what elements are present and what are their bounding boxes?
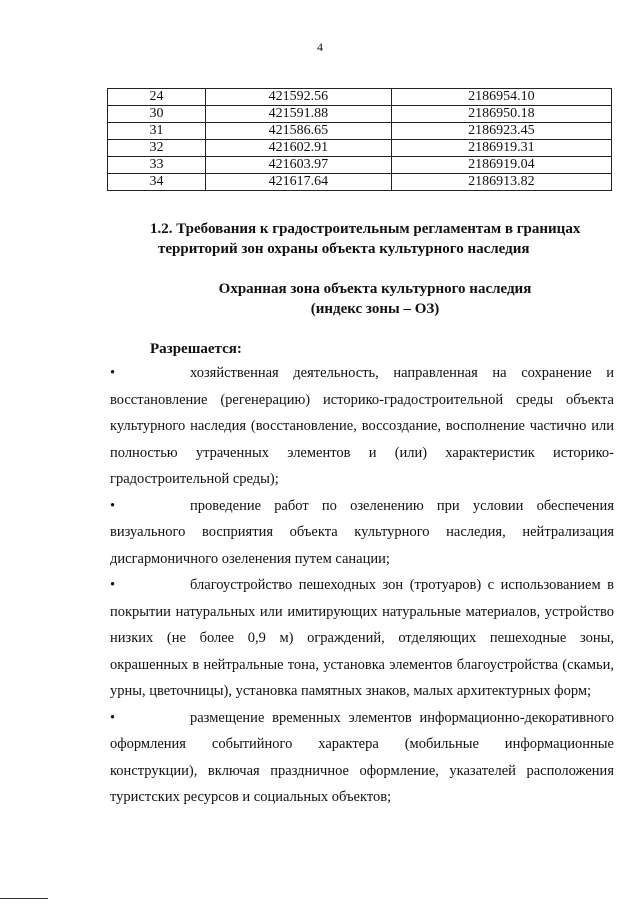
y-coordinate-cell: 2186919.04: [391, 157, 611, 174]
list-item-text: размещение временных элементов информационно-декоративного оформления событийного характера (мобильные информационные конструкции), включая праздничное оформление, указателей расположения туристских ресурсов и социальных объектов;: [110, 709, 614, 805]
y-coordinate-cell: 2186923.45: [391, 123, 611, 140]
page-number: 4: [317, 40, 323, 54]
zone-title-line: (индекс зоны – ОЗ): [310, 301, 440, 317]
y-coordinate-cell: 2186950.18: [391, 106, 611, 123]
x-coordinate-cell: 421592.56: [206, 89, 392, 106]
point-number-cell: 34: [108, 174, 206, 191]
table-row: [108, 174, 612, 191]
x-coordinate-cell: 421602.91: [206, 140, 392, 157]
y-coordinate-cell: 2186919.31: [391, 140, 611, 157]
list-item: [110, 360, 614, 493]
bullet-icon: •: [110, 497, 116, 514]
permitted-activities-list: [110, 360, 614, 811]
table-row: [108, 157, 612, 174]
footnote-divider: [0, 898, 48, 899]
x-coordinate-cell: 421603.97: [206, 157, 392, 174]
list-item-text: хозяйственная деятельность, направленная на сохранение и восстановление (регенерацию) историко-градостроительной среды объекта культурного наследия (восстановление, воссоздание, восполнение частично или полностью утраченных элементов и (или) характеристик историко-градостроительной среды);: [110, 365, 614, 487]
list-item: [110, 705, 614, 811]
point-number-cell: 24: [108, 89, 206, 106]
point-number-cell: 31: [108, 123, 206, 140]
bullet-icon: •: [110, 365, 116, 381]
y-coordinate-cell: 2186913.82: [391, 174, 611, 191]
point-number-cell: 33: [108, 157, 206, 174]
section-heading-line: территорий зон охраны объекта культурного наследия: [158, 241, 530, 257]
point-number-cell: 32: [108, 140, 206, 157]
coordinates-table: [107, 88, 612, 191]
list-item-text: проведение работ по озеленению при условии обеспечения визуального восприятия объекта культурного наследия, нейтрализация дисгармоничного озеленения путем санации;: [110, 497, 614, 567]
x-coordinate-cell: 421617.64: [206, 174, 392, 191]
x-coordinate-cell: 421591.88: [206, 106, 392, 123]
x-coordinate-cell: 421586.65: [206, 123, 392, 140]
section-heading: [150, 219, 620, 259]
table-row: [108, 140, 612, 157]
y-coordinate-cell: 2186954.10: [391, 89, 611, 106]
zone-title: [140, 279, 610, 319]
bullet-icon: •: [110, 577, 116, 593]
list-item: [110, 493, 614, 573]
zone-title-line: Охранная зона объекта культурного наследия: [218, 281, 532, 297]
table-row: [108, 89, 612, 106]
list-item: [110, 572, 614, 705]
point-number-cell: 30: [108, 106, 206, 123]
table-row: [108, 106, 612, 123]
bullet-icon: •: [110, 709, 116, 726]
list-item-text: благоустройство пешеходных зон (тротуаров) с использованием в покрытии натуральных или имитирующих натуральные материалов, устройство низких (не более 0,9 м) ограждений, отделяющих пешеходные зоны, окрашенных в нейтральные тона, установка элементов благоустройства (скамьи, урны, цветочницы), установка памятных знаков, малых архитектурных форм;: [110, 577, 614, 699]
allowed-label: Разрешается:: [150, 341, 242, 357]
table-row: [108, 123, 612, 140]
section-heading-line: 1.2. Требования к градостроительным регламентам в границах: [150, 221, 581, 237]
